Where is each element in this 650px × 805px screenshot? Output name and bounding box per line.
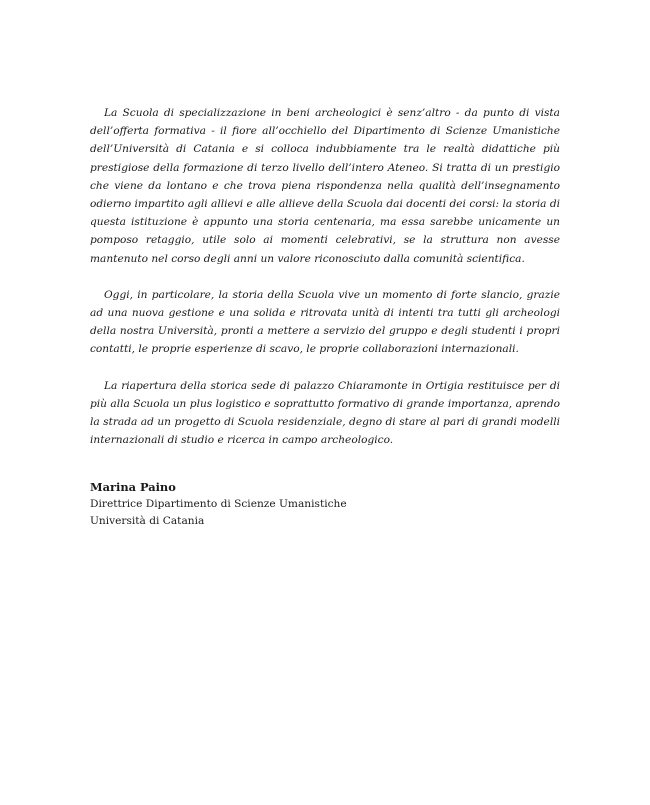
document-page	[90, 104, 560, 530]
signature-block	[90, 479, 560, 530]
paragraph-1: La Scuola di specializzazione in beni archeologici è senz’altro - da punto di vista dell’offerta formativa - il fiore all’occhiello del Dipartimento di Scienze Umanistiche dell’Università di Catania e si colloca indubbiamente tra le realtà didattiche più prestigiose della formazione di terzo livello dell’intero Ateneo. Si tratta di un prestigio che viene da lontano e che trova piena rispondenza nella qualità dell’insegnamento odierno impartito agli allievi e alle allieve della Scuola dai docenti dei corsi: la storia di questa istituzione è appunto una storia centenaria, ma essa sarebbe unicamente un pomposo retaggio, utile solo ai momenti celebrativi, se la struttura non avesse mantenuto nel corso degli anni un valore riconosciuto dalla comunità scientifica.	[90, 107, 560, 265]
paragraph-2: Oggi, in particolare, la storia della Scuola vive un momento di forte slancio, grazie ad una nuova gestione e una solida e ritrovata unità di intenti tra tutti gli archeologi della nostra Università, pronti a mettere a servizio del gruppo e degli studenti i propri contatti, le proprie esperienze di scavo, le proprie collaborazioni internazionali.	[90, 288, 560, 356]
signature-role: Direttrice Dipartimento di Scienze Umanistiche	[90, 498, 347, 511]
paragraph-3: La riapertura della storica sede di palazzo Chiaramonte in Ortigia restituisce per di più alla Scuola un plus logistico e soprattutto formativo di grande importanza, aprendo la strada ad un progetto di Scuola residenziale, degno di stare al pari di grandi modelli internazionali di studio e ricerca in campo archeologico.	[90, 379, 560, 447]
signature-name: Marina Paino	[90, 480, 176, 495]
signature-institution: Università di Catania	[90, 515, 205, 528]
